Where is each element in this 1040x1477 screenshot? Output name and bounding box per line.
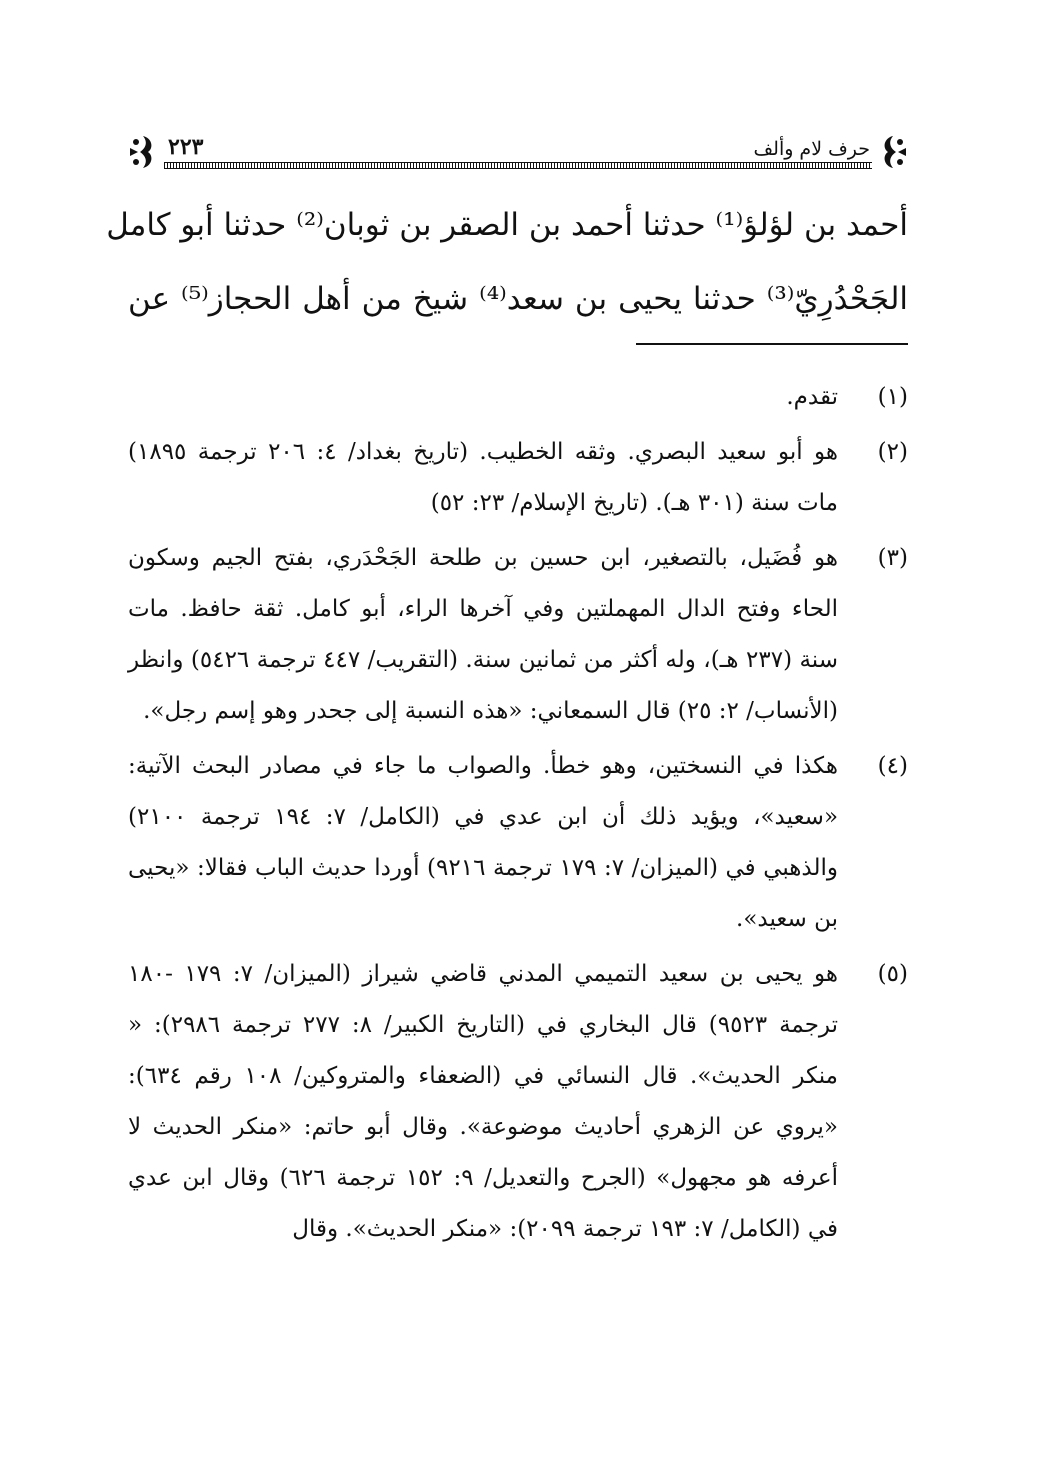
footnotes [128,372,908,1255]
footnote-number: (٥) [877,961,908,987]
footnote-2 [128,427,908,529]
running-header [128,128,908,176]
header-title: حرف لام وألف [753,138,870,160]
footnote-text: تقدم. [786,384,838,410]
main-text-line: الجَحْدُرِيّ⁽³⁾ حدثنا يحيى بن سعد⁽⁴⁾ شيخ من أهل الحجاز⁽⁵⁾ عن [128,281,908,317]
footnote-1 [128,372,908,423]
footnote-text: هو فُضَيل، بالتصغير، ابن حسين بن طلحة الجَحْدَري، بفتح الجيم وسكون الحاء وفتح الدال المهملتين وفي آخرها الراء، أبو كامل. ثقة حافظ. مات سنة (٢٣٧ هـ)، وله أكثر من ثمانين سنة. (التقريب/ ٤٤٧ ترجمة ٥٤٢٦) وانظر (الأنساب/ ٢: ٢٥) قال السمعاني: «هذه النسبة إلى جحدر وهو إسم رجل». [128,545,839,724]
main-text [106,188,908,336]
footnote-5 [128,949,908,1255]
page-number: ٢٢٣ [168,134,204,160]
footnote-number: (٤) [877,753,908,779]
footnote-4 [128,741,908,945]
footnote-text: هو يحيى بن سعيد التميمي المدني قاضي شيراز (الميزان/ ٧: ١٧٩ -١٨٠ ترجمة ٩٥٢٣) قال البخاري في (التاريخ الكبير/ ٨: ٢٧٧ ترجمة ٢٩٨٦): « منكر الحديث». قال النسائي في (الضعفاء والمتروكين/ ١٠٨ رقم ٦٣٤): «يروي عن الزهري أحاديث موضوعة». وقال أبو حاتم: «منكر الحديث لا أعرفه هو مجهول» (الجرح والتعديل/ ٩: ١٥٢ ترجمة ٦٢٦) وقال ابن عدي في (الكامل/ ٧: ١٩٣ ترجمة ٢٠٩٩): «منكر الحديث». وقال [128,961,839,1242]
footnote-number: (٣) [877,545,908,571]
footnote-number: (١) [877,384,908,410]
header-decorative-rule [164,162,872,169]
footnote-text: هو أبو سعيد البصري. وثقه الخطيب. (تاريخ بغداد/ ٤: ٢٠٦ ترجمة ١٨٩٥) مات سنة (٣٠١ هـ). (تاريخ الإسلام/ ٢٣: ٥٢) [128,439,839,516]
main-text-line: أحمد بن لؤلؤ⁽¹⁾ حدثنا أحمد بن الصقر بن ثوبان⁽²⁾ حدثنا أبو كامل [106,207,908,243]
footnote-separator [636,343,908,345]
ornament-left-icon [128,132,158,172]
footnote-text: هكذا في النسختين، وهو خطأ. والصواب ما جاء في مصادر البحث الآتية: «سعيد»، ويؤيد ذلك أن ابن عدي في (الكامل/ ٧: ١٩٤ ترجمة ٢١٠٠) والذهبي في (الميزان/ ٧: ١٧٩ ترجمة ٩٢١٦) أوردا حديث الباب فقالا: «يحيى بن سعيد». [128,753,839,932]
ornament-right-icon [878,132,908,172]
footnote-number: (٢) [877,439,908,465]
footnote-3 [128,533,908,737]
